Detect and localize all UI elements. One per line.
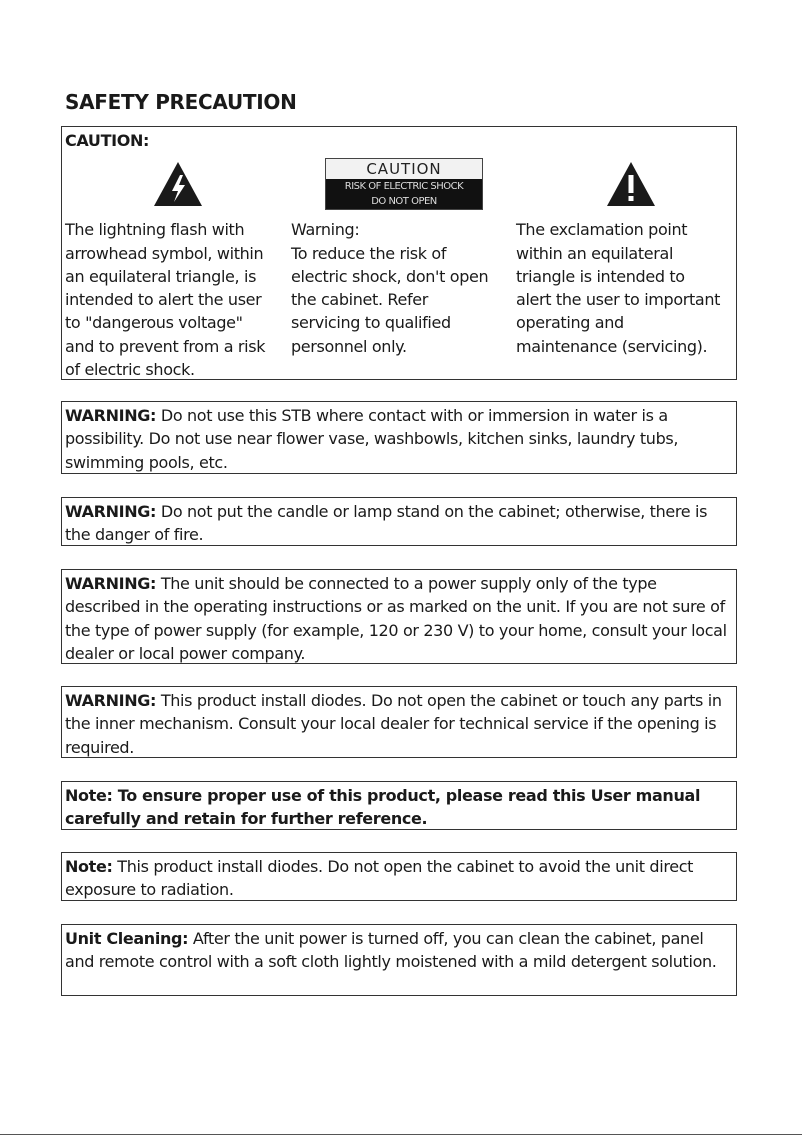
warning-text: Do not put the candle or lamp stand on the cabinet; otherwise, there is the danger of fire. — [65, 502, 708, 545]
lightning-explanation: The lightning flash with arrowhead symbol, within an equilateral triangle, is intended to alert the user to "dangerous voltage" and to prevent from a risk of electric shock. — [65, 220, 266, 380]
warning-water — [61, 401, 737, 474]
note-label: Note: — [65, 857, 113, 876]
warning-label: WARNING: — [65, 691, 157, 710]
note-manual-text: Note: To ensure proper use of this product, please read this User manual carefully and retain for further reference. — [65, 786, 701, 829]
warning-label: WARNING: — [65, 406, 157, 425]
caution-label: CAUTION: — [65, 131, 150, 150]
badge-do-not-open-text: DO NOT OPEN — [326, 194, 482, 209]
note-radiation — [61, 852, 737, 901]
warning-explanation: Warning: To reduce the risk of electric shock, don't open the cabinet. Refer servicing to qualified personnel only. — [291, 220, 489, 356]
warning-power-supply — [61, 569, 737, 664]
cleaning-label: Unit Cleaning: — [65, 929, 189, 948]
warning-label: WARNING: — [65, 574, 157, 593]
page-bottom-divider — [0, 1134, 802, 1135]
page-title: SAFETY PRECAUTION — [65, 90, 297, 114]
lightning-warning-icon — [152, 160, 204, 208]
caution-icons — [65, 152, 736, 218]
caution-section — [61, 126, 737, 380]
warning-text: This product install diodes. Do not open the cabinet or touch any parts in the inner mechanism. Consult your local dealer for technical service if the opening is required. — [65, 691, 722, 757]
warning-diodes — [61, 686, 737, 758]
cleaning-text: After the unit power is turned off, you can clean the cabinet, panel and remote control with a soft cloth lightly moistened with a mild detergent solution. — [65, 929, 717, 972]
unit-cleaning — [61, 924, 737, 996]
warning-text: The unit should be connected to a power supply only of the type described in the operating instructions or as marked on the unit. If you are not sure of the type of power supply (for example, 120 or 230 V) to your home, consult your local dealer or local power company. — [65, 574, 727, 663]
warning-text: Do not use this STB where contact with or immersion in water is a possibility. Do not use near flower vase, washbowls, kitchen sinks, laundry tubs, swimming pools, etc. — [65, 406, 679, 472]
note-text: This product install diodes. Do not open the cabinet to avoid the unit direct exposure to radiation. — [65, 857, 694, 900]
caution-shock-label — [325, 158, 483, 210]
warning-fire — [61, 497, 737, 546]
exclamation-explanation: The exclamation point within an equilateral triangle is intended to alert the user to important operating and maintenance (servicing). — [516, 220, 721, 356]
badge-risk-text: RISK OF ELECTRIC SHOCK — [326, 179, 482, 194]
badge-caution-text: CAUTION — [326, 159, 482, 179]
exclamation-warning-icon — [605, 160, 657, 208]
warning-label: WARNING: — [65, 502, 157, 521]
note-user-manual — [61, 781, 737, 830]
